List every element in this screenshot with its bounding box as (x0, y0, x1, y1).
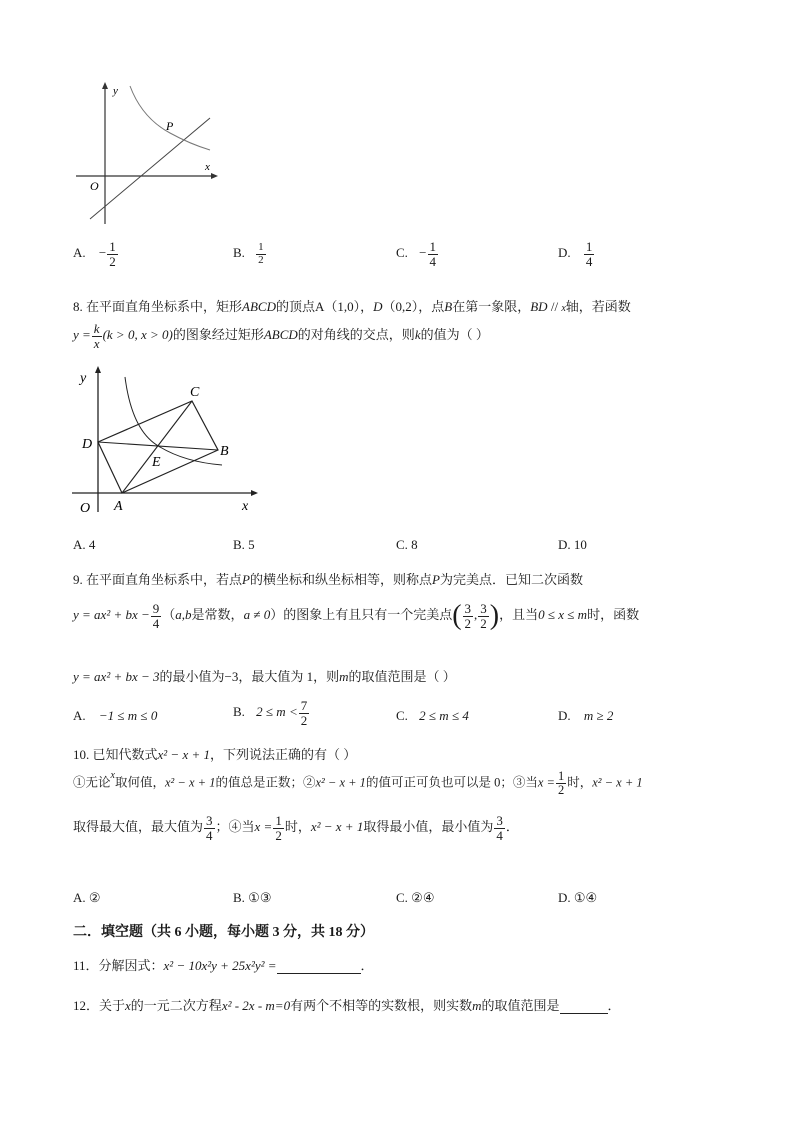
denominator: 2 (480, 615, 487, 631)
math: a,b (175, 607, 192, 623)
text: 的取值范围是 (481, 998, 560, 1013)
math: B (444, 299, 453, 314)
q10-option-b[interactable]: B. ①③ (233, 890, 272, 905)
numerator: 1 (585, 239, 593, 254)
q12-line (73, 995, 621, 1014)
q9-line1 (73, 569, 583, 588)
math: ABCD (263, 327, 298, 343)
math: x² − 10x²y + 25x²y² = (163, 958, 277, 973)
math: y = ax² + bx − 3 (73, 669, 160, 684)
q8-b-label: B (220, 444, 229, 459)
q8-line2 (73, 322, 489, 350)
text: 时， (284, 819, 311, 835)
option-label: B. (233, 245, 245, 261)
math: (k > 0, x > 0) (102, 327, 173, 343)
text: ． (360, 958, 374, 973)
text: 的横坐标和纵坐标相等，则称点 (249, 572, 432, 587)
left-paren: ( (452, 600, 462, 632)
text: 11．分解因式： (73, 958, 164, 973)
option-label: A. (73, 245, 86, 261)
right-paren: ) (489, 600, 500, 632)
math: y = ax² + bx − (73, 607, 150, 623)
text: 时，函数 (587, 607, 640, 623)
q8-a-label: A (114, 499, 123, 514)
math: x² − x + 1 (164, 775, 216, 790)
q7-option-d[interactable] (558, 240, 595, 268)
numerator: k (93, 321, 100, 336)
text: ． (607, 998, 621, 1013)
q8-x-label: x (242, 499, 249, 514)
numerator: 9 (152, 601, 160, 616)
math: x² - 2x - m=0 (221, 998, 291, 1013)
math: x (110, 770, 115, 781)
option-text: 2 ≤ m < (256, 704, 298, 720)
option-label: C. (396, 708, 408, 723)
math: x² − x + 1 (157, 747, 210, 762)
q11-answer-blank[interactable] (277, 973, 361, 974)
q11-line (73, 955, 374, 974)
q8-d-label: D (82, 437, 93, 452)
q9-line3 (73, 666, 456, 685)
q10-line3 (73, 814, 519, 842)
math: k (414, 327, 421, 343)
q8-c-label: C (190, 385, 200, 400)
numerator: 1 (429, 239, 437, 254)
denominator: 4 (206, 827, 213, 843)
text: 有两个不相等的实数根，则实数 (290, 998, 473, 1013)
math: x² − x + 1 (592, 775, 643, 790)
q8-y-label: y (80, 371, 87, 386)
q7-option-b[interactable] (233, 242, 267, 266)
text: 的图象经过矩形 (172, 327, 264, 343)
math: P (242, 572, 250, 587)
q12-answer-blank[interactable] (560, 1013, 608, 1014)
q8-option-b[interactable]: B. 5 (233, 537, 255, 552)
math: ABCD (242, 299, 276, 314)
text: 轴，若函数 (565, 299, 631, 314)
option-text: m ≥ 2 (583, 708, 614, 723)
numerator: 3 (480, 601, 487, 616)
text: ，最大值为 1，则 (238, 669, 340, 684)
denominator: 2 (557, 783, 565, 798)
text: 的值可正可负也可以是 0；③当 (365, 775, 538, 790)
q7-x-label: x (205, 161, 210, 173)
option-label: C. (396, 245, 408, 261)
math: x = (537, 775, 555, 790)
parallel-symbol: // (547, 299, 562, 314)
q8-option-d[interactable]: D. 10 (558, 537, 587, 552)
math: 0 ≤ x ≤ m (538, 607, 588, 623)
math: x (125, 998, 131, 1013)
text: 的对角线的交点，则 (297, 327, 415, 343)
q10-line1 (73, 744, 356, 763)
math: −3 (224, 669, 239, 684)
text: 9. 在平面直角坐标系中，若点 (73, 572, 243, 587)
math: y = (73, 327, 91, 343)
sign: − (98, 245, 107, 261)
option-label: D. (558, 245, 571, 261)
q8-option-a[interactable]: A. 4 (73, 537, 96, 552)
q8-option-c[interactable]: C. 8 (396, 537, 418, 552)
text: 的顶点A（1,0）， (275, 299, 374, 314)
math: a ≠ 0 (243, 607, 271, 623)
denominator: 2 (300, 712, 308, 728)
denominator: 4 (152, 615, 160, 631)
q8-o-label: O (80, 501, 91, 516)
q9-line2: y = ax² + bx − $\frac{9}{4}$ （a,b是常数，a ≠ 0）的图象上有且只有一个完美点( $\frac{3}{2}$ , $\frac{3}{2}$ )，且当0 ≤ x ≤ m时，函数 (73, 600, 640, 632)
q8-e-label: E (152, 455, 161, 470)
math: m (339, 669, 349, 684)
q8-graph (70, 362, 270, 517)
numerator: 7 (300, 698, 308, 713)
math: x (561, 303, 566, 314)
section-title: 二．填空题（共 6 小题，每小题 3 分，共 18 分） (73, 925, 374, 940)
denominator: 2 (109, 253, 116, 269)
option-text: −1 ≤ m ≤ 0 (98, 708, 158, 723)
denominator: x (93, 335, 100, 351)
denominator: 4 (496, 827, 503, 843)
math: BD (530, 299, 548, 314)
q9-option-d[interactable] (558, 708, 613, 724)
q10-option-a[interactable]: A. ② (73, 890, 101, 905)
text: 的最小值为 (159, 669, 225, 684)
text: 10. 已知代数式 (73, 747, 158, 762)
text: 取何值， (114, 775, 165, 790)
numerator: 3 (464, 601, 472, 616)
q10-option-c[interactable]: C. ②④ (396, 890, 435, 905)
text: 的一元二次方程 (130, 998, 222, 1013)
q8-line1 (73, 296, 631, 315)
text: 取得最小值，最小值为 (363, 819, 494, 835)
text: 在第一象限， (452, 299, 531, 314)
text: ． (505, 819, 519, 835)
denominator: 2 (464, 615, 472, 631)
option-text: 2 ≤ m ≤ 4 (419, 708, 469, 723)
option-label: A. (73, 708, 86, 723)
denominator: 2 (275, 827, 282, 843)
numerator: 3 (496, 813, 503, 828)
text: ，下列说法正确的有（ ） (210, 747, 357, 762)
sign: − (419, 245, 427, 261)
math: x² − x + 1 (315, 775, 366, 790)
text: ；④当 (215, 819, 255, 835)
text: 的值为（ ） (420, 327, 489, 343)
q9-option-c[interactable] (396, 708, 469, 724)
denominator: 2 (258, 253, 264, 266)
text: （0,2），点 (382, 299, 445, 314)
text: ）的图象上有且只有一个完美点 (270, 607, 453, 623)
text: 的取值范围是（ ） (348, 669, 456, 684)
text: 取得最大值，最大值为 (73, 819, 204, 835)
numerator: 1 (275, 813, 282, 828)
text: ，且当 (499, 607, 539, 623)
q7-option-c[interactable] (396, 240, 439, 268)
numerator: 1 (109, 239, 116, 254)
option-label: D. (558, 708, 571, 723)
denominator: 4 (429, 253, 437, 269)
q7-graph (70, 78, 230, 228)
q10-line2 (73, 770, 643, 797)
math: x² − x + 1 (310, 819, 364, 835)
option-label: B. (233, 704, 245, 720)
text: 是常数， (191, 607, 244, 623)
math: m (472, 998, 482, 1013)
text: 为完美点．已知二次函数 (439, 572, 583, 587)
math: x = (254, 819, 273, 835)
q7-o-label: O (90, 179, 99, 193)
q7-p-label: P (166, 119, 174, 133)
q7-option-a[interactable] (73, 240, 119, 268)
text: 时， (567, 775, 593, 790)
q9-option-b[interactable] (233, 699, 310, 727)
text: 8. 在平面直角坐标系中，矩形 (73, 299, 243, 314)
denominator: 4 (585, 253, 593, 269)
numerator: 1 (258, 241, 264, 253)
numerator: 1 (557, 769, 565, 783)
q7-y-label: y (113, 85, 118, 97)
math: P (431, 572, 440, 587)
text: （ (162, 607, 176, 623)
numerator: 3 (206, 813, 213, 828)
q9-option-a[interactable] (73, 708, 157, 724)
text: 12．关于 (73, 998, 126, 1013)
text: ①无论 (73, 775, 111, 790)
q10-option-d[interactable]: D. ①④ (558, 890, 598, 905)
text: 的值总是正数；② (215, 775, 316, 790)
math: D (373, 299, 383, 314)
